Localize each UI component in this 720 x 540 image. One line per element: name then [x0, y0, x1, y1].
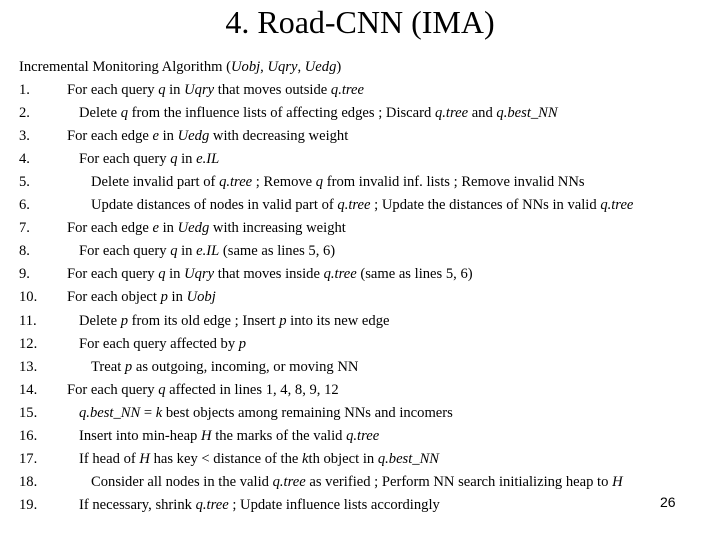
text-segment: in [177, 243, 197, 260]
line-number: 14. [19, 381, 38, 398]
text-segment: Delete [79, 105, 121, 122]
italic-term: p [160, 289, 168, 306]
line-text [91, 357, 358, 377]
text-segment: in [177, 151, 197, 168]
text-segment: as verified ; Perform NN search initializing heap to [305, 473, 613, 490]
italic-term: Uobj [186, 289, 216, 306]
line-number: 12. [19, 335, 38, 352]
italic-term: e.IL [196, 151, 220, 168]
text-segment: Treat [91, 358, 125, 375]
slide-title: 4. Road-CNN (IMA) [225, 4, 495, 40]
text-segment: in [167, 289, 187, 306]
italic-term: p [238, 335, 247, 352]
line-text [79, 495, 440, 515]
text-segment: Update distances of nodes in valid part of [91, 197, 338, 214]
italic-term: q.tree [195, 496, 229, 513]
line-text [79, 149, 219, 169]
text-segment: For each query [79, 151, 171, 168]
text-segment: For each object [67, 289, 161, 306]
text-segment: Consider all nodes in the valid [91, 473, 273, 490]
line-number: 8. [19, 243, 30, 260]
text-segment: ; Remove [252, 174, 316, 191]
line-text [67, 126, 348, 146]
line-text [79, 103, 558, 123]
line-number: 16. [19, 427, 38, 444]
italic-term: q [120, 105, 129, 122]
line-number: 2. [19, 105, 30, 122]
italic-term: q.best_NN [496, 105, 558, 122]
italic-term: Uobj [230, 59, 261, 75]
line-number: 3. [19, 128, 30, 145]
text-segment: affected in lines 1, 4, 8, 9, 12 [165, 381, 339, 398]
line-text [79, 449, 439, 469]
italic-term: q [315, 174, 324, 191]
line-text [67, 80, 364, 100]
text-segment: best objects among remaining NNs and incomers [162, 404, 453, 421]
italic-term: Uqry [267, 59, 298, 75]
text-segment: = [140, 404, 156, 421]
line-text [79, 426, 379, 446]
text-segment: For each query affected by [79, 335, 239, 352]
italic-term: k [302, 450, 309, 467]
line-number: 19. [19, 496, 38, 513]
page-number: 26 [660, 494, 676, 510]
line-number: 1. [19, 82, 30, 98]
line-text [67, 380, 339, 400]
text-segment: with decreasing weight [209, 128, 349, 145]
line-text [91, 172, 585, 192]
line-text [79, 241, 335, 261]
line-number: 11. [19, 312, 37, 329]
italic-term: q [158, 82, 166, 98]
italic-term: e [152, 220, 159, 237]
line-text [79, 311, 389, 331]
line-number: 6. [19, 197, 30, 214]
text-segment: For each query [67, 82, 159, 98]
italic-term: Uedg [177, 128, 210, 145]
text-segment: in [158, 128, 178, 145]
line-text [67, 287, 216, 307]
text-segment: that moves outside [214, 82, 331, 98]
text-segment: the marks of the valid [211, 427, 347, 444]
italic-term: q.tree [337, 197, 371, 214]
italic-term: q.tree [434, 105, 469, 122]
italic-term: Uqry [184, 82, 215, 98]
line-number: 15. [19, 404, 38, 421]
line-number: 18. [19, 473, 38, 490]
text-segment: th object in [308, 450, 378, 467]
text-segment: For each query [67, 381, 159, 398]
italic-term: H [201, 427, 212, 444]
text-segment: For each edge [67, 220, 153, 237]
text-segment: with increasing weight [209, 220, 346, 237]
text-segment: and [468, 105, 497, 122]
text-segment: (same as lines 5, 6) [356, 266, 473, 283]
line-number: 9. [19, 266, 30, 283]
italic-term: e.IL [196, 243, 220, 260]
line-text [79, 403, 453, 423]
text-segment: ) [336, 59, 342, 75]
italic-term: Uedg [177, 220, 210, 237]
text-segment: in [158, 220, 178, 237]
italic-term: H [612, 473, 623, 490]
line-text [79, 334, 246, 354]
line-number: 17. [19, 450, 38, 467]
line-number: 4. [19, 151, 30, 168]
text-segment: ; Update influence lists accordingly [228, 496, 440, 513]
italic-term: q.tree [219, 174, 253, 191]
italic-term: q.tree [330, 82, 364, 98]
line-text [67, 264, 473, 284]
italic-term: p [120, 312, 129, 329]
text-segment: If head of [79, 450, 140, 467]
italic-term: q.tree [346, 427, 380, 444]
italic-term: H [139, 450, 150, 467]
text-segment: If necessary, shrink [79, 496, 196, 513]
italic-term: Uedg [304, 59, 337, 75]
text-segment: as outgoing, incoming, or moving NN [132, 358, 359, 375]
line-text [67, 218, 346, 238]
text-segment: Delete [79, 312, 121, 329]
text-segment: Incremental Monitoring Algorithm ( [19, 59, 231, 75]
italic-term: q.best_NN [377, 450, 440, 467]
italic-term: k [155, 404, 163, 421]
text-segment: from invalid inf. lists ; Remove invalid NNs [323, 174, 585, 191]
text-segment: , [260, 59, 268, 75]
text-segment: (same as lines 5, 6) [219, 243, 336, 260]
algorithm-header [19, 57, 341, 77]
italic-term: p [279, 312, 287, 329]
text-segment: in [165, 82, 185, 98]
italic-term: q.tree [323, 266, 357, 283]
text-segment: into its new edge [286, 312, 390, 329]
text-segment: For each query [67, 266, 159, 283]
line-text [91, 472, 623, 492]
text-segment: ; Update the distances of NNs in valid [370, 197, 601, 214]
text-segment: that moves inside [214, 266, 324, 283]
text-segment: Insert into min-heap [79, 427, 201, 444]
line-text [91, 195, 633, 215]
text-segment: , [297, 59, 305, 75]
line-number: 5. [19, 174, 30, 191]
line-number: 10. [19, 289, 38, 306]
text-segment: For each query [79, 243, 171, 260]
text-segment: has key < distance of the [149, 450, 303, 467]
italic-term: q.tree [600, 197, 634, 214]
italic-term: q [170, 151, 178, 168]
text-segment: from its old edge ; Insert [128, 312, 280, 329]
line-number: 7. [19, 220, 30, 237]
text-segment: Delete invalid part of [91, 174, 220, 191]
line-number: 13. [19, 358, 38, 375]
text-segment: in [165, 266, 185, 283]
italic-term: q [170, 243, 178, 260]
italic-term: q.tree [272, 473, 306, 490]
italic-term: e [152, 128, 159, 145]
italic-term: q [158, 266, 166, 283]
text-segment: For each edge [67, 128, 153, 145]
italic-term: Uqry [184, 266, 215, 283]
italic-term: p [124, 358, 133, 375]
italic-term: q [158, 381, 166, 398]
text-segment: from the influence lists of affecting edges ; Discard [128, 105, 435, 122]
italic-term: q.best_NN [79, 404, 141, 421]
